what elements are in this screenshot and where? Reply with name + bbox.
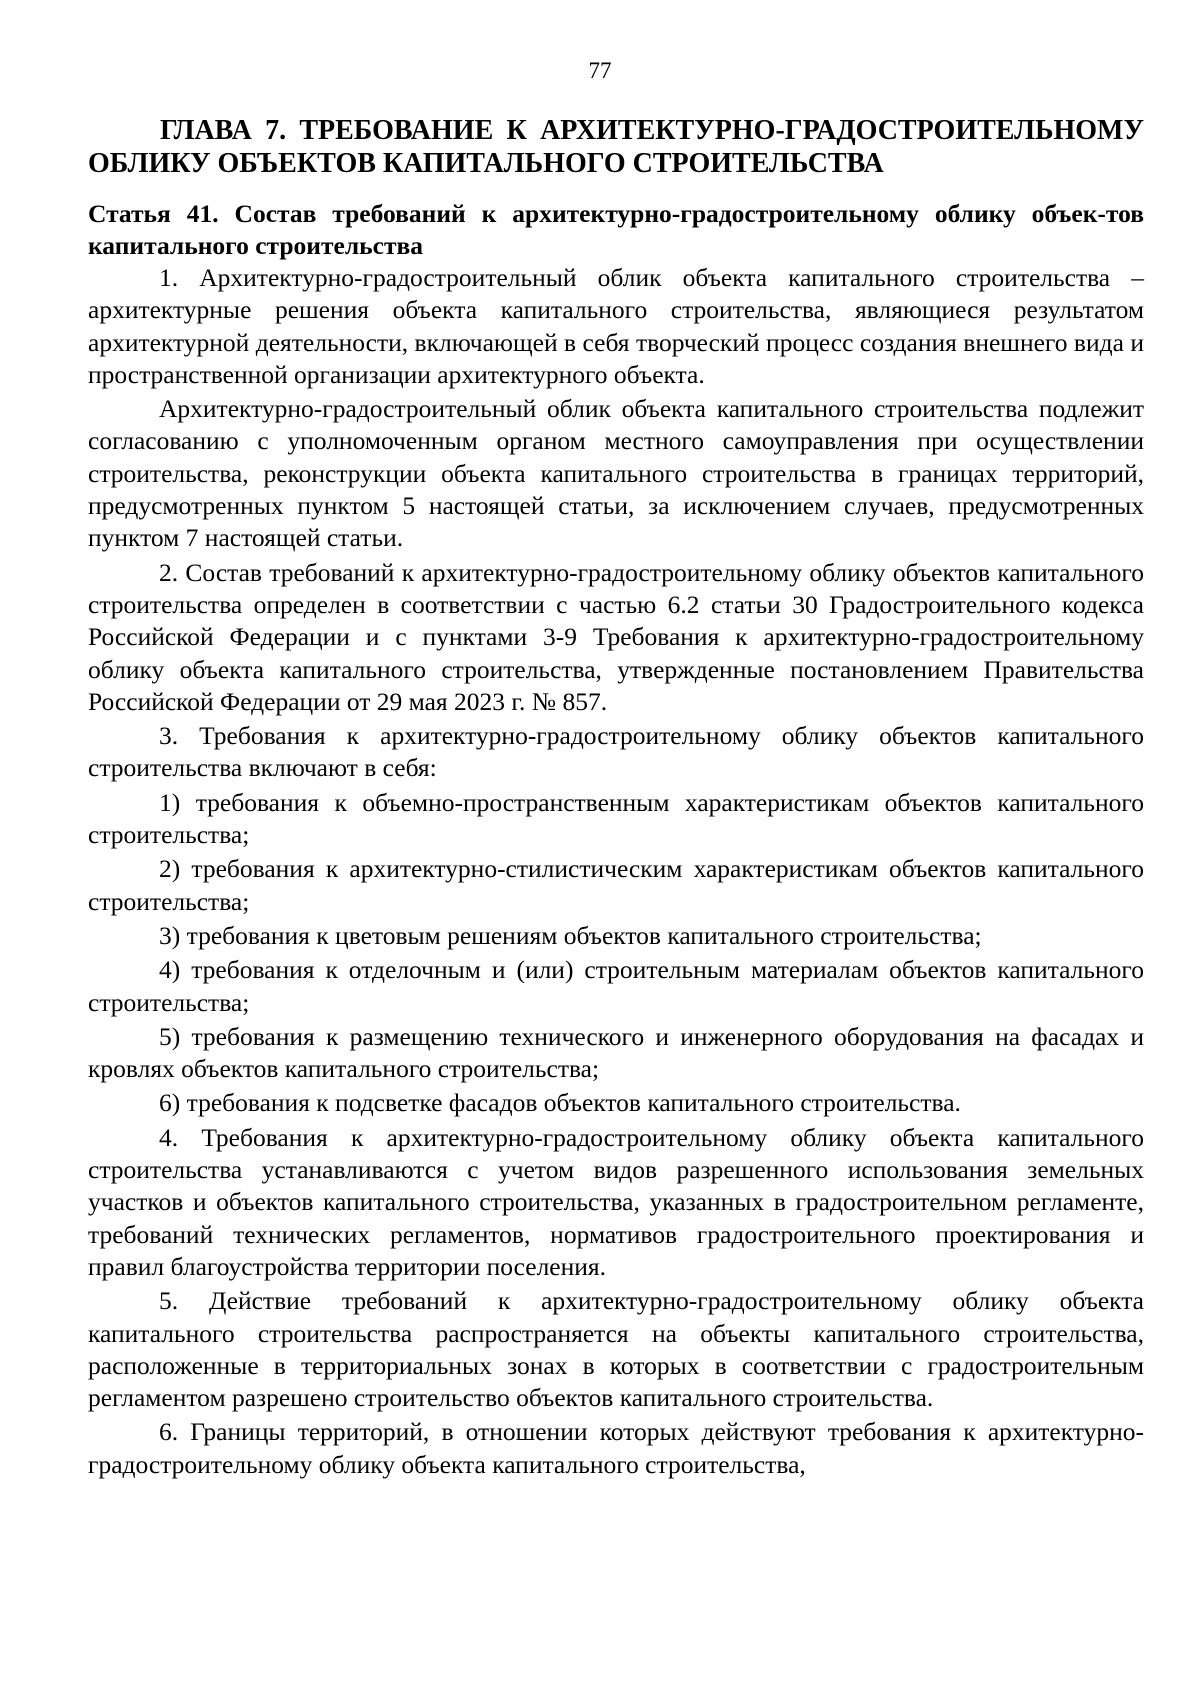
chapter-title: ГЛАВА 7. ТРЕБОВАНИЕ К АРХИТЕКТУРНО-ГРАДОСТРОИТЕЛЬНОМУ ОБЛИКУ ОБЪЕКТОВ КАПИТАЛЬНОГО СТРОИТЕЛЬСТВА <box>88 115 1144 179</box>
paragraph: 1. Архитектурно-градостроительный облик объекта капитального строительства – архитектурные решения объекта капитального строительства, являющиеся результатом архитектурной деятельности, включающей в себя творческий процесс создания внешнего вида и пространственной организации архитектурного объекта. <box>88 263 1144 389</box>
list-item: 6) требования к подсветке фасадов объектов капитального строительства. <box>159 1088 961 1118</box>
paragraph: 4. Требования к архитектурно-градостроительному облику объекта капитального строительства устанавливаются с учетом видов разрешенного использования земельных участков и объектов капитального строительства, указанных в градостроительном регламенте, требований технических регламентов, нормативов градостроительного проектирования и правил благоустройства территории поселения. <box>88 1122 1144 1281</box>
list-item: 3) требования к цветовым решениям объектов капитального строительства; <box>159 920 982 950</box>
paragraph: 2. Состав требований к архитектурно-градостроительному облику объектов капитального строительства определен в соответствии с частью 6.2 статьи 30 Градостроительного кодекса Российской Федерации и с пунктами 3-9 Требования к архитектурно-градостроительному облику объекта капитального строительства, утвержденные постановлением Правительства Российской Федерации от 29 мая 2023 г. № 857. <box>88 557 1144 716</box>
article-title: Статья 41. Состав требований к архитектурно-градостроительному облику объек-тов капитального строительства <box>88 199 1144 260</box>
paragraph: 5. Действие требований к архитектурно-градостроительному облику объекта капитального строительства распространяется на объекты капитального строительства, расположенные в территориальных зонах в которых в соответствии с градостроительным регламентом разрешено строительство объектов капитального строительства. <box>88 1286 1144 1413</box>
paragraph: Архитектурно-градостроительный облик объекта капитального строительства подлежит согласованию с уполномоченным органом местного самоуправления при осуществлении строительства, реконструкции объекта капитального строительства в границах территорий, предусмотренных пунктом 5 настоящей статьи, за исключением случаев, предусмотренных пунктом 7 настоящей статьи. <box>88 394 1144 553</box>
list-item: 4) требования к отделочным и (или) строительным материалам объектов капитального строительства; <box>88 955 1144 1017</box>
paragraph: 6. Границы территорий, в отношении которых действуют требования к архитектурно-градостроительному облику объекта капитального строительства, <box>88 1417 1144 1479</box>
page-number: 77 <box>588 58 612 83</box>
list-item: 2) требования к архитектурно-стилистическим характеристикам объектов капитального строительства; <box>88 854 1144 916</box>
paragraph: 3. Требования к архитектурно-градостроительному облику объектов капитального строительства включают в себя: <box>88 721 1144 783</box>
document-body <box>88 114 1144 1483</box>
list-item: 1) требования к объемно-пространственным характеристикам объектов капитального строительства; <box>88 787 1144 850</box>
list-item: 5) требования к размещению технического и инженерного оборудования на фасадах и кровлях объектов капитального строительства; <box>88 1021 1144 1084</box>
